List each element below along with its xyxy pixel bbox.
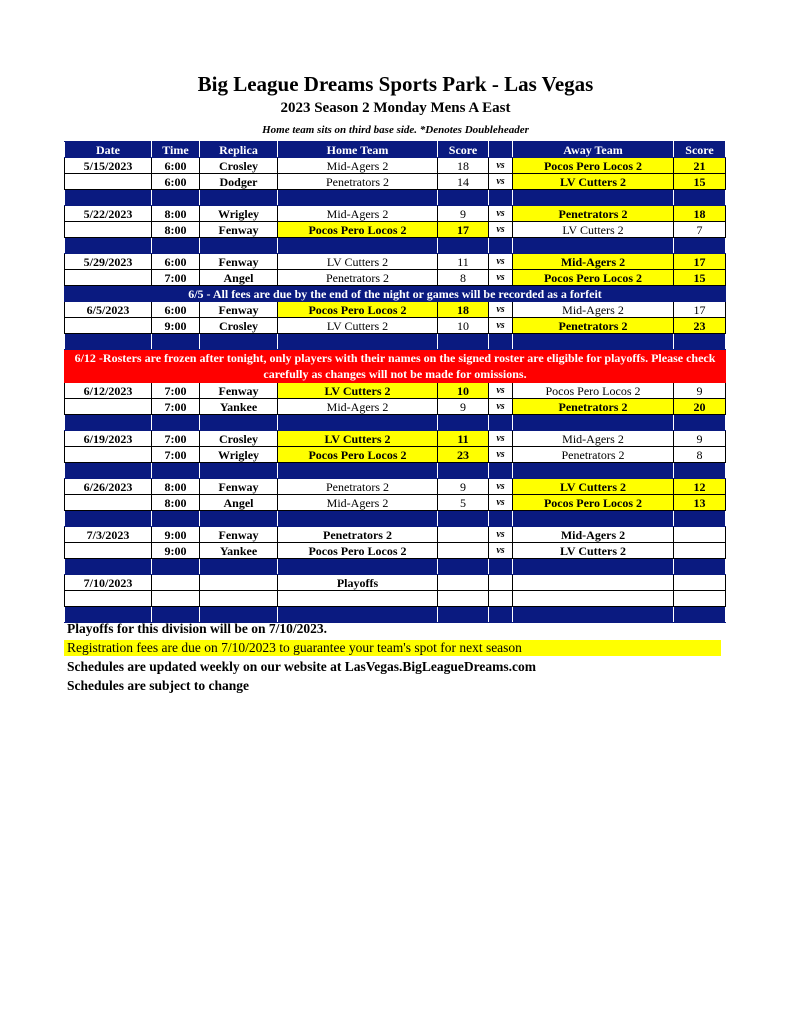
game-date [65,399,152,415]
game-field: Fenway [200,302,278,318]
home-score: 11 [438,254,489,270]
game-date [65,591,152,607]
game-row [65,254,726,270]
game-field: Yankee [200,399,278,415]
away-team: LV Cutters 2 [513,479,674,495]
game-field: Crosley [200,318,278,334]
game-time: 6:00 [152,158,200,174]
away-score: 23 [674,318,726,334]
separator-cell [674,607,726,623]
home-team: LV Cutters 2 [278,383,438,399]
home-team: Mid-Agers 2 [278,399,438,415]
home-team: LV Cutters 2 [278,318,438,334]
week-separator [65,511,726,527]
header-away-team: Away Team [513,142,674,158]
week-separator [65,190,726,206]
page-subtitle: 2023 Season 2 Monday Mens A East [280,100,511,116]
separator-cell [489,334,513,350]
separator-cell [674,559,726,575]
game-field: Crosley [200,431,278,447]
separator-cell [152,415,200,431]
separator-cell [278,559,438,575]
separator-cell [152,559,200,575]
game-row [65,591,726,607]
separator-cell [65,559,152,575]
home-score [438,591,489,607]
game-date [65,318,152,334]
home-team: Pocos Pero Locos 2 [278,302,438,318]
separator-cell [489,559,513,575]
away-team: Mid-Agers 2 [513,431,674,447]
separator-cell [152,511,200,527]
game-time [152,591,200,607]
game-time: 7:00 [152,431,200,447]
game-date [65,543,152,559]
vs-label: vs [489,206,513,222]
away-team: Pocos Pero Locos 2 [513,270,674,286]
roster-alert: 6/12 -Rosters are frozen after tonight, only players with their names on the signed roster are eligible for playoffs. Please check carefully as changes will not be made for omissions. [65,350,726,383]
game-date [65,222,152,238]
home-score [438,575,489,591]
schedule-note: Home team sits on third base side. *Denotes Doubleheader [262,124,529,136]
game-date [65,495,152,511]
separator-cell [513,607,674,623]
away-score: 20 [674,399,726,415]
vs-label: vs [489,527,513,543]
game-time: 8:00 [152,495,200,511]
vs-label: vs [489,270,513,286]
separator-cell [278,463,438,479]
game-row [65,270,726,286]
vs-label: vs [489,158,513,174]
separator-cell [438,238,489,254]
separator-cell [152,334,200,350]
separator-cell [200,511,278,527]
away-score: 15 [674,174,726,190]
game-time: 7:00 [152,447,200,463]
separator-cell [513,463,674,479]
separator-cell [65,463,152,479]
schedule-table [64,141,726,623]
game-time: 9:00 [152,318,200,334]
separator-cell [278,238,438,254]
week-separator [65,559,726,575]
game-date [65,447,152,463]
away-team: Pocos Pero Locos 2 [513,158,674,174]
home-team: Penetrators 2 [278,479,438,495]
separator-cell [200,415,278,431]
home-team: Playoffs [278,575,438,591]
away-score [674,591,726,607]
game-field: Fenway [200,479,278,495]
game-field [200,575,278,591]
footer-registration: Registration fees are due on 7/10/2023 to guarantee your team's spot for next season [64,640,721,656]
home-score: 10 [438,318,489,334]
separator-cell [65,334,152,350]
home-score: 18 [438,158,489,174]
away-team: Mid-Agers 2 [513,527,674,543]
separator-cell [152,190,200,206]
game-row [65,206,726,222]
separator-cell [513,190,674,206]
separator-cell [489,190,513,206]
separator-cell [489,463,513,479]
game-time: 7:00 [152,270,200,286]
separator-cell [278,511,438,527]
week-separator [65,334,726,350]
away-team: Pocos Pero Locos 2 [513,383,674,399]
separator-cell [65,511,152,527]
game-date [65,270,152,286]
game-row [65,383,726,399]
home-team: Pocos Pero Locos 2 [278,543,438,559]
game-row [65,302,726,318]
home-team: Pocos Pero Locos 2 [278,447,438,463]
game-time: 7:00 [152,383,200,399]
home-score [438,527,489,543]
away-team: Penetrators 2 [513,399,674,415]
separator-cell [489,607,513,623]
vs-label: vs [489,447,513,463]
away-score [674,527,726,543]
game-row [65,543,726,559]
separator-cell [65,415,152,431]
game-time: 9:00 [152,543,200,559]
away-score: 17 [674,254,726,270]
away-team [513,575,674,591]
separator-cell [152,238,200,254]
vs-label: vs [489,431,513,447]
week-separator [65,415,726,431]
game-time: 8:00 [152,479,200,495]
game-row [65,495,726,511]
game-date: 5/29/2023 [65,254,152,270]
away-score: 17 [674,302,726,318]
vs-label: vs [489,383,513,399]
notice-row [65,286,726,302]
home-team: Mid-Agers 2 [278,158,438,174]
game-field [200,591,278,607]
game-row [65,527,726,543]
header-date: Date [65,142,152,158]
game-date: 5/15/2023 [65,158,152,174]
separator-cell [438,334,489,350]
game-row [65,174,726,190]
game-field: Yankee [200,543,278,559]
vs-label: vs [489,318,513,334]
vs-label: vs [489,222,513,238]
separator-cell [489,511,513,527]
separator-cell [200,238,278,254]
vs-label: vs [489,174,513,190]
game-row [65,318,726,334]
game-date [65,174,152,190]
game-field: Fenway [200,383,278,399]
separator-cell [674,511,726,527]
home-team: Pocos Pero Locos 2 [278,222,438,238]
header-home-team: Home Team [278,142,438,158]
home-score: 18 [438,302,489,318]
vs-label: vs [489,543,513,559]
away-score: 9 [674,431,726,447]
away-team: Penetrators 2 [513,447,674,463]
game-field: Fenway [200,222,278,238]
away-score: 15 [674,270,726,286]
game-date: 5/22/2023 [65,206,152,222]
alert-row [65,350,726,383]
separator-cell [200,334,278,350]
vs-label: vs [489,399,513,415]
home-score: 8 [438,270,489,286]
header-time: Time [152,142,200,158]
game-date: 7/3/2023 [65,527,152,543]
away-team: Pocos Pero Locos 2 [513,495,674,511]
game-time: 8:00 [152,206,200,222]
header-replica: Replica [200,142,278,158]
week-separator [65,238,726,254]
home-team: Mid-Agers 2 [278,495,438,511]
home-team: Penetrators 2 [278,270,438,286]
home-score: 11 [438,431,489,447]
separator-cell [278,190,438,206]
separator-cell [65,190,152,206]
header-vs [489,142,513,158]
game-field: Wrigley [200,447,278,463]
header-away-score: Score [674,142,726,158]
separator-cell [152,463,200,479]
home-team: LV Cutters 2 [278,254,438,270]
game-row [65,575,726,591]
separator-cell [674,238,726,254]
home-score [438,543,489,559]
vs-label [489,575,513,591]
home-score: 5 [438,495,489,511]
game-row [65,222,726,238]
separator-cell [513,334,674,350]
vs-label [489,591,513,607]
home-score: 17 [438,222,489,238]
home-score: 9 [438,479,489,495]
separator-cell [674,415,726,431]
game-row [65,399,726,415]
away-team: Penetrators 2 [513,318,674,334]
away-team: LV Cutters 2 [513,174,674,190]
separator-cell [489,238,513,254]
separator-cell [438,463,489,479]
game-date: 6/5/2023 [65,302,152,318]
separator-cell [65,238,152,254]
vs-label: vs [489,495,513,511]
separator-cell [200,463,278,479]
home-team: Mid-Agers 2 [278,206,438,222]
separator-cell [278,334,438,350]
game-date: 7/10/2023 [65,575,152,591]
away-team: Mid-Agers 2 [513,302,674,318]
game-row [65,447,726,463]
separator-cell [674,190,726,206]
home-team: Penetrators 2 [278,527,438,543]
game-time: 6:00 [152,302,200,318]
separator-cell [513,415,674,431]
game-field: Angel [200,270,278,286]
away-score: 21 [674,158,726,174]
game-row [65,158,726,174]
away-score [674,543,726,559]
separator-cell [438,415,489,431]
game-time: 9:00 [152,527,200,543]
separator-cell [438,607,489,623]
away-score: 9 [674,383,726,399]
away-team: LV Cutters 2 [513,222,674,238]
away-score: 13 [674,495,726,511]
game-field: Fenway [200,527,278,543]
game-time: 7:00 [152,399,200,415]
away-score: 8 [674,447,726,463]
separator-cell [674,334,726,350]
separator-cell [278,415,438,431]
separator-cell [438,511,489,527]
vs-label: vs [489,254,513,270]
away-score: 12 [674,479,726,495]
separator-cell [674,463,726,479]
game-row [65,431,726,447]
game-field: Wrigley [200,206,278,222]
away-score [674,575,726,591]
game-time [152,575,200,591]
footer-disclaimer: Schedules are subject to change [67,678,249,693]
separator-cell [513,559,674,575]
away-score: 18 [674,206,726,222]
footer-playoffs: Playoffs for this division will be on 7/10/2023. [67,621,328,636]
separator-cell [200,190,278,206]
away-team: LV Cutters 2 [513,543,674,559]
separator-cell [513,511,674,527]
away-score: 7 [674,222,726,238]
game-time: 6:00 [152,174,200,190]
game-time: 8:00 [152,222,200,238]
home-team [278,591,438,607]
game-date: 6/26/2023 [65,479,152,495]
home-score: 23 [438,447,489,463]
home-score: 14 [438,174,489,190]
separator-cell [513,238,674,254]
game-date: 6/19/2023 [65,431,152,447]
home-team: LV Cutters 2 [278,431,438,447]
page-title: Big League Dreams Sports Park - Las Vegas [197,72,594,96]
away-team [513,591,674,607]
separator-cell [438,559,489,575]
home-team: Penetrators 2 [278,174,438,190]
vs-label: vs [489,302,513,318]
separator-cell [200,559,278,575]
vs-label: vs [489,479,513,495]
game-field: Dodger [200,174,278,190]
separator-cell [489,415,513,431]
game-field: Angel [200,495,278,511]
footer-website: Schedules are updated weekly on our website at LasVegas.BigLeagueDreams.com [67,659,537,674]
week-separator [65,463,726,479]
game-field: Fenway [200,254,278,270]
away-team: Mid-Agers 2 [513,254,674,270]
header-home-score: Score [438,142,489,158]
fee-notice: 6/5 - All fees are due by the end of the night or games will be recorded as a forfeit [65,286,726,302]
game-row [65,479,726,495]
game-field: Crosley [200,158,278,174]
home-score: 9 [438,399,489,415]
home-score: 9 [438,206,489,222]
separator-cell [438,190,489,206]
header-row [65,142,726,158]
home-score: 10 [438,383,489,399]
game-date: 6/12/2023 [65,383,152,399]
game-time: 6:00 [152,254,200,270]
away-team: Penetrators 2 [513,206,674,222]
